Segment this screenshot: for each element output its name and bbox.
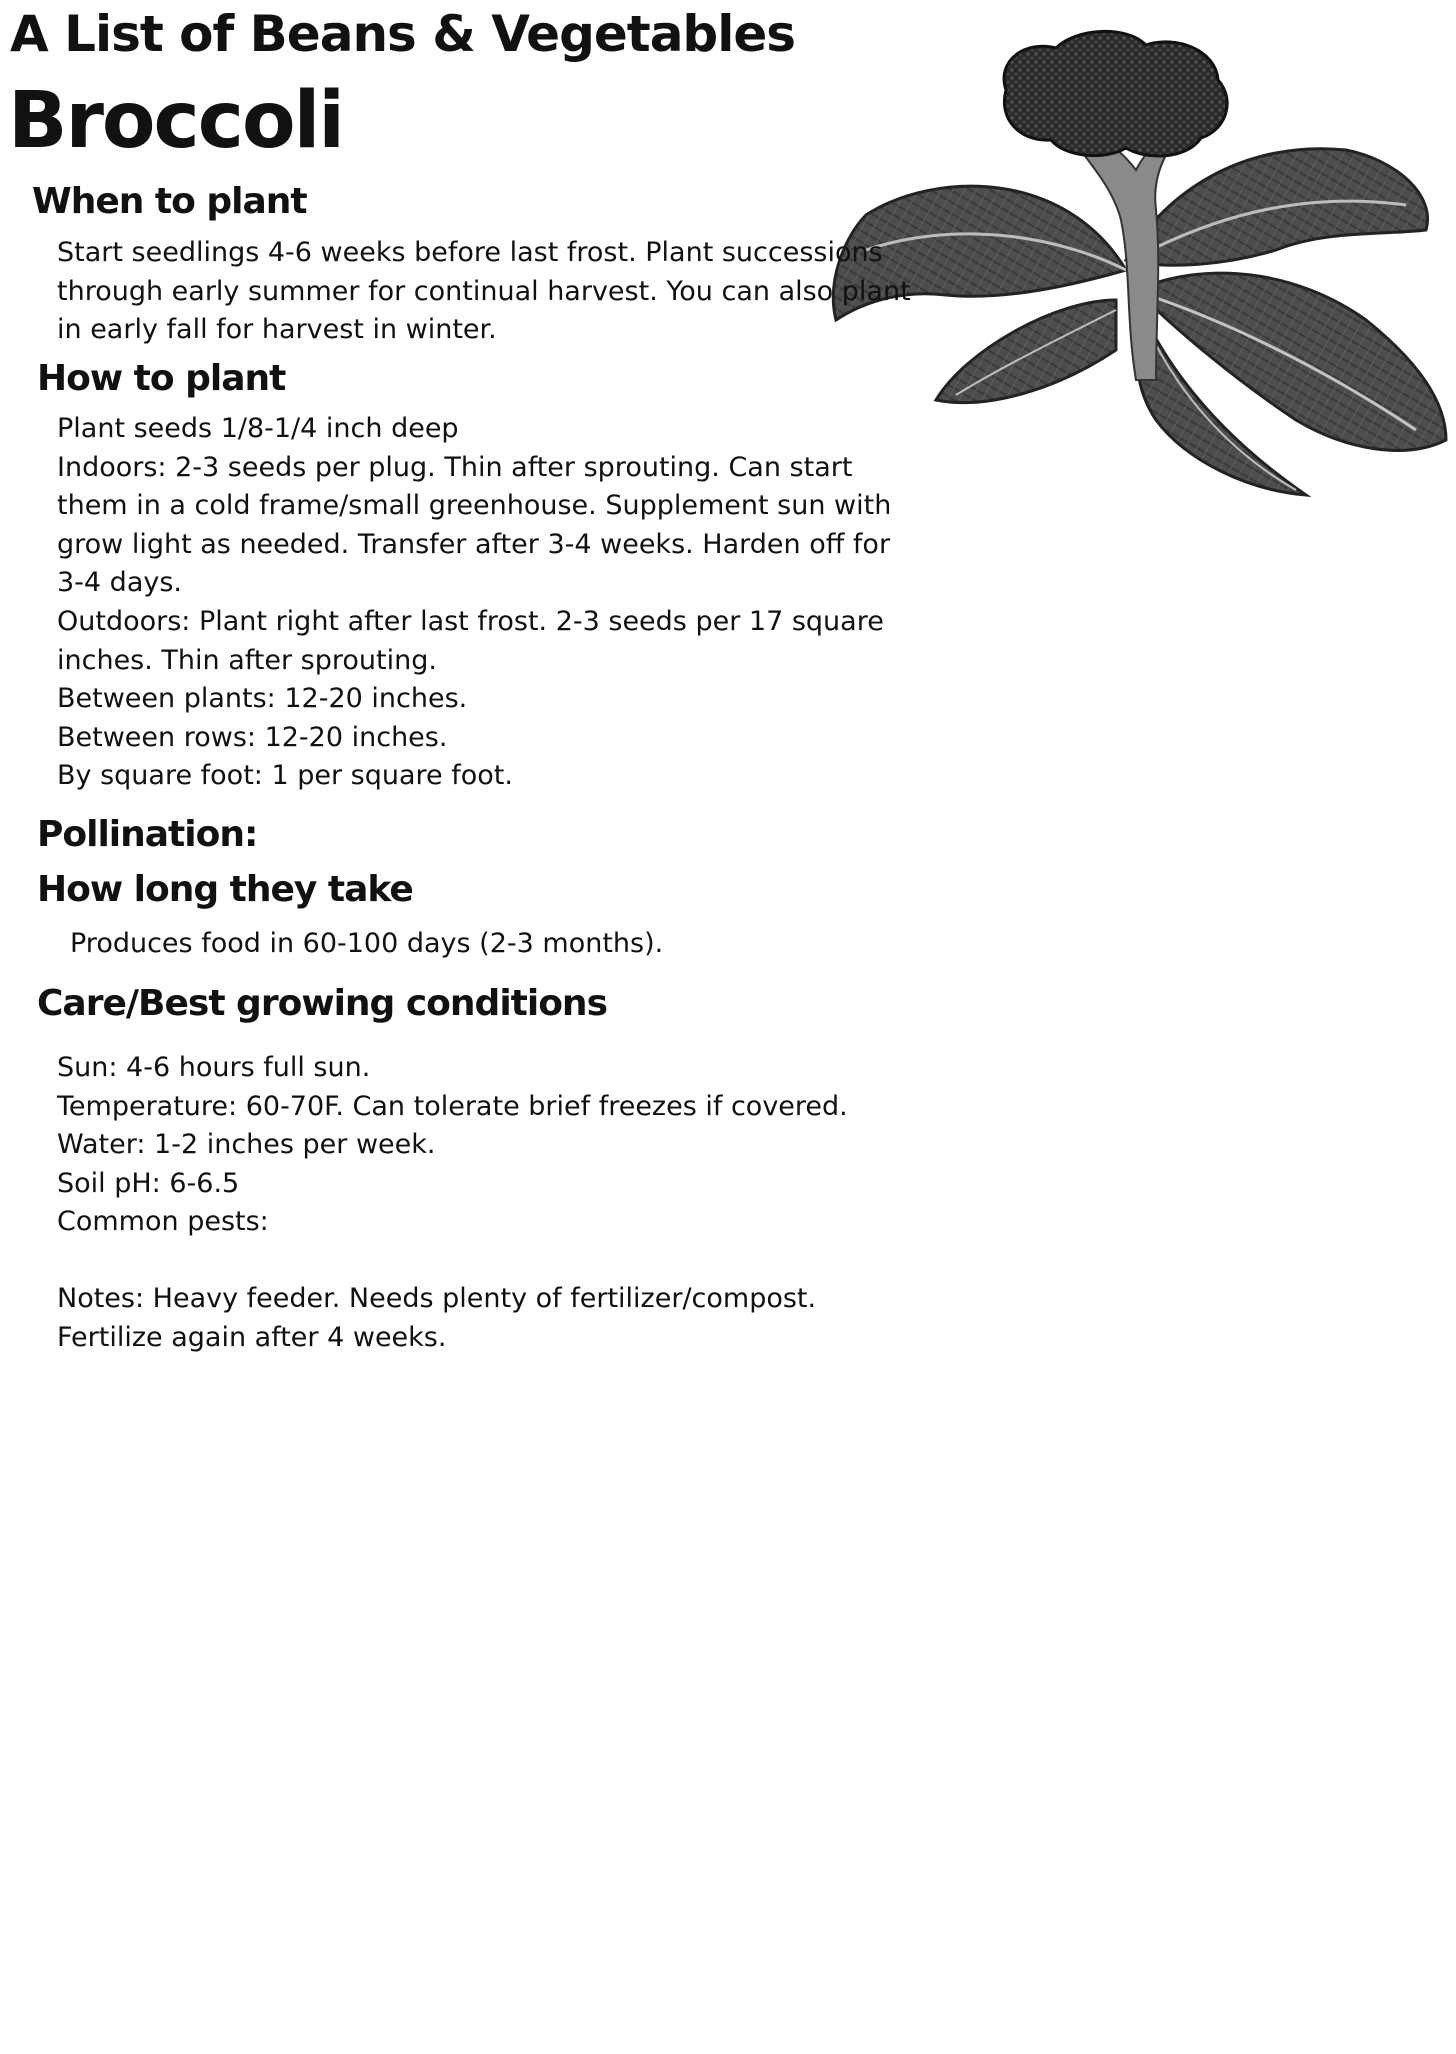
text-line: Temperature: 60-70F. Can tolerate brief freezes if covered. <box>57 1090 848 1122</box>
text-line: Between rows: 12-20 inches. <box>57 721 448 753</box>
text-line: Outdoors: Plant right after last frost. 2-3 seeds per 17 square <box>57 605 884 637</box>
text-line: Start seedlings 4-6 weeks before last frost. Plant successions <box>57 237 883 268</box>
text-line: Sun: 4-6 hours full sun. <box>57 1052 371 1083</box>
text-line: Water: 1-2 inches per week. <box>57 1129 436 1161</box>
broccoli-florets <box>1004 31 1227 156</box>
text-line: Common pests: <box>57 1206 269 1238</box>
text-line: inches. Thin after sprouting. <box>57 644 437 676</box>
text-line: them in a cold frame/small greenhouse. Supplement sun with <box>57 490 892 522</box>
text-line: Notes: Heavy feeder. Needs plenty of fertilizer/compost. <box>57 1283 817 1314</box>
how-long-heading: How long they take <box>37 869 413 910</box>
how-to-plant-heading: How to plant <box>37 358 286 399</box>
care-text <box>57 1049 848 1242</box>
document-title: A List of Beans & Vegetables <box>10 5 796 63</box>
text-line: Produces food in 60-100 days (2-3 months). <box>70 928 664 959</box>
text-line: By square foot: 1 per square foot. <box>57 760 513 792</box>
how-to-plant-text <box>57 410 891 796</box>
plant-name: Broccoli <box>8 76 344 166</box>
pollination-heading: Pollination: <box>37 814 258 855</box>
when-to-plant-text <box>57 234 911 350</box>
text-line: Soil pH: 6-6.5 <box>57 1167 240 1199</box>
text-line: grow light as needed. Transfer after 3-4 weeks. Harden off for <box>57 528 891 560</box>
care-heading: Care/Best growing conditions <box>37 983 607 1024</box>
how-long-text <box>70 925 663 964</box>
text-line: Between plants: 12-20 inches. <box>57 683 468 715</box>
notes-text <box>57 1280 816 1357</box>
text-line: Indoors: 2-3 seeds per plug. Thin after sprouting. Can start <box>57 451 853 483</box>
broccoli-illustration <box>826 20 1450 500</box>
text-line: 3-4 days. <box>57 567 182 599</box>
text-line: in early fall for harvest in winter. <box>57 314 497 346</box>
when-to-plant-heading: When to plant <box>32 181 307 222</box>
text-line: Fertilize again after 4 weeks. <box>57 1321 447 1353</box>
text-line: Plant seeds 1/8-1/4 inch deep <box>57 413 459 444</box>
text-line: through early summer for continual harvest. You can also plant <box>57 275 911 307</box>
